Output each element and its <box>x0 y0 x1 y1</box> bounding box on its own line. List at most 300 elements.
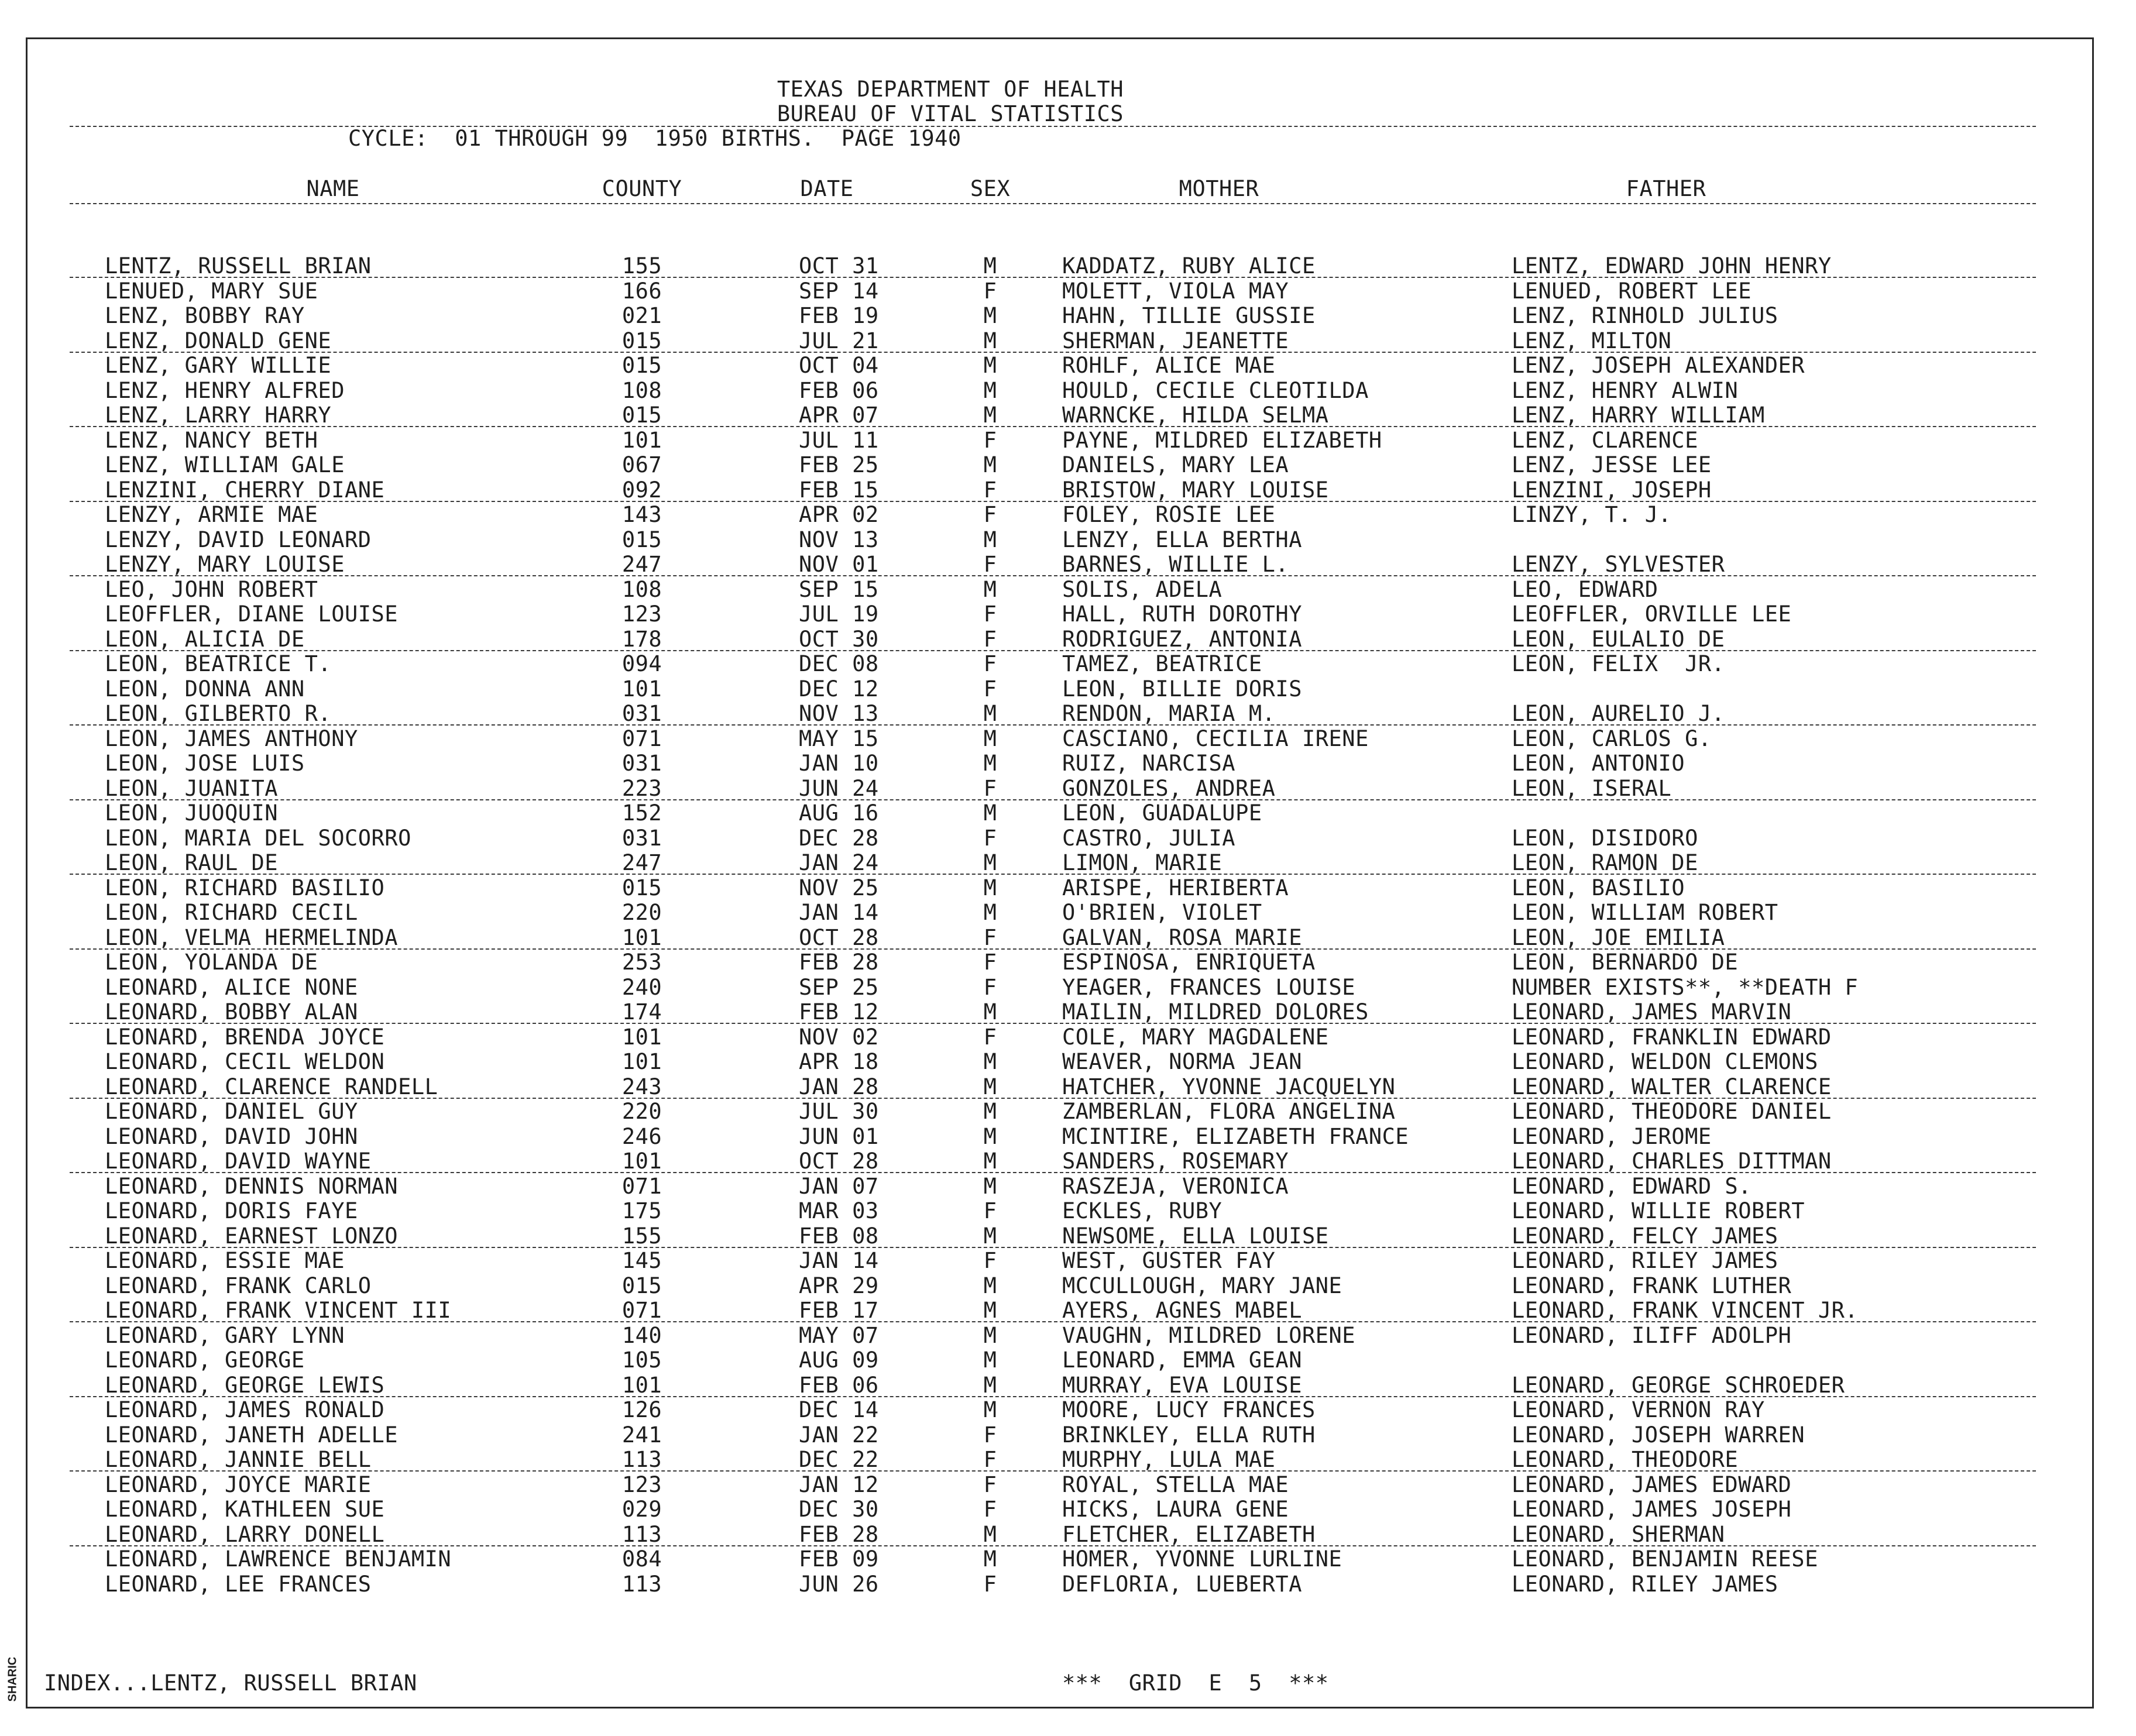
cell-sex: M <box>983 576 997 602</box>
cell-county: 247 <box>621 552 662 577</box>
cell-name: LEON, VELMA HERMELINDA <box>105 924 399 950</box>
cell-sex: M <box>983 1521 997 1547</box>
cell-name: LEONARD, GARY LYNN <box>105 1322 345 1348</box>
cell-sex: M <box>983 1049 997 1074</box>
cell-sex: F <box>983 1447 997 1472</box>
row-group-rule <box>70 1172 2036 1173</box>
cell-county: 123 <box>621 601 662 627</box>
column-header-date: DATE <box>800 176 854 201</box>
column-header-sex: SEX <box>970 176 1011 201</box>
cell-sex: M <box>983 875 997 900</box>
side-label: SHARIC <box>6 1656 19 1702</box>
cell-county: 113 <box>621 1447 662 1472</box>
cell-county: 126 <box>621 1397 662 1422</box>
cell-sex: M <box>983 850 997 875</box>
table-row <box>28 603 2096 627</box>
cell-county: 145 <box>621 1248 662 1273</box>
cell-mother: WARNCKE, HILDA SELMA <box>1062 403 1329 428</box>
cell-county: 015 <box>621 328 662 353</box>
cell-date: APR 07 <box>799 403 879 428</box>
cell-name: LEONARD, BRENDA JOYCE <box>105 1024 385 1050</box>
cell-mother: TAMEZ, BEATRICE <box>1062 651 1262 676</box>
cell-mother: LENZY, ELLA BERTHA <box>1062 527 1302 552</box>
table-row <box>28 1199 2096 1224</box>
cell-mother: YEAGER, FRANCES LOUISE <box>1062 974 1356 1000</box>
column-header-mother: MOTHER <box>1179 176 1259 201</box>
table-row <box>28 1274 2096 1299</box>
cell-sex: M <box>983 1099 997 1124</box>
cell-name: LEONARD, BOBBY ALAN <box>105 999 358 1025</box>
table-row <box>28 1424 2096 1448</box>
cell-sex: M <box>983 1173 997 1199</box>
cell-name: LEON, DONNA ANN <box>105 676 305 702</box>
cell-date: FEB 08 <box>799 1223 879 1249</box>
cell-father: LEON, AURELIO J. <box>1512 701 1725 726</box>
cell-county: 155 <box>621 253 662 279</box>
table-row <box>28 404 2096 428</box>
column-header-county: COUNTY <box>602 176 682 201</box>
cell-name: LEONARD, GEORGE LEWIS <box>105 1372 385 1398</box>
cell-name: LENTZ, RUSSELL BRIAN <box>105 253 372 279</box>
cell-mother: MOORE, LUCY FRANCES <box>1062 1397 1316 1422</box>
cell-mother: DEFLORIA, LUEBERTA <box>1062 1571 1302 1597</box>
cell-sex: M <box>983 1298 997 1323</box>
header-department: TEXAS DEPARTMENT OF HEALTH <box>777 77 1124 102</box>
cell-county: 174 <box>621 999 662 1025</box>
cell-date: DEC 30 <box>799 1497 879 1522</box>
cell-county: 240 <box>621 974 662 1000</box>
cell-father: LEONARD, WILLIE ROBERT <box>1512 1198 1805 1223</box>
cell-date: JAN 24 <box>799 850 879 875</box>
cell-sex: F <box>983 825 997 851</box>
table-row <box>28 1498 2096 1522</box>
table-row <box>28 429 2096 453</box>
cell-sex: F <box>983 1472 997 1497</box>
row-group-rule <box>70 426 2036 427</box>
cell-name: LENUED, MARY SUE <box>105 278 318 304</box>
cell-mother: NEWSOME, ELLA LOUISE <box>1062 1223 1329 1249</box>
cell-father: LEON, CARLOS G. <box>1512 726 1712 751</box>
cell-name: LENZ, HENRY ALFRED <box>105 377 345 403</box>
cell-date: JUL 11 <box>799 427 879 453</box>
cell-county: 220 <box>621 900 662 925</box>
cell-date: NOV 02 <box>799 1024 879 1050</box>
cell-county: 015 <box>621 403 662 428</box>
document-frame <box>26 37 2094 1709</box>
table-row <box>28 329 2096 354</box>
column-header-rule <box>70 203 2036 204</box>
cell-date: JAN 14 <box>799 1248 879 1273</box>
cell-county: 253 <box>621 950 662 975</box>
cell-mother: O'BRIEN, VIOLET <box>1062 900 1262 925</box>
cell-father: LENZ, CLARENCE <box>1512 427 1698 453</box>
cell-father: LEONARD, JAMES JOSEPH <box>1512 1497 1792 1522</box>
table-row <box>28 752 2096 776</box>
cell-county: 031 <box>621 825 662 851</box>
cell-date: MAR 03 <box>799 1198 879 1223</box>
cell-name: LENZY, MARY LOUISE <box>105 552 345 577</box>
cell-father: LEONARD, WELDON CLEMONS <box>1512 1049 1818 1074</box>
table-row <box>28 1448 2096 1473</box>
cell-mother: SANDERS, ROSEMARY <box>1062 1149 1289 1174</box>
cell-mother: BRISTOW, MARY LOUISE <box>1062 477 1329 503</box>
row-group-rule <box>70 1023 2036 1024</box>
cell-mother: ZAMBERLAN, FLORA ANGELINA <box>1062 1099 1396 1124</box>
cell-county: 247 <box>621 850 662 875</box>
cell-date: AUG 09 <box>799 1347 879 1373</box>
cell-name: LEONARD, DAVID WAYNE <box>105 1149 372 1174</box>
cell-county: 015 <box>621 527 662 552</box>
table-row <box>28 479 2096 503</box>
cell-county: 101 <box>621 427 662 453</box>
row-group-rule <box>70 650 2036 651</box>
cell-date: JUL 19 <box>799 601 879 627</box>
table-row <box>28 280 2096 304</box>
cell-name: LEONARD, LEE FRANCES <box>105 1571 372 1597</box>
cell-date: JUL 21 <box>799 328 879 353</box>
cell-date: JUN 26 <box>799 1571 879 1597</box>
cell-father: LENZINI, JOSEPH <box>1512 477 1712 503</box>
row-group-rule <box>70 277 2036 278</box>
cell-mother: SOLIS, ADELA <box>1062 576 1222 602</box>
cell-father: LEONARD, JOSEPH WARREN <box>1512 1422 1805 1448</box>
cell-mother: KADDATZ, RUBY ALICE <box>1062 253 1316 279</box>
cell-name: LENZ, GARY WILLIE <box>105 353 332 378</box>
cell-mother: MURRAY, EVA LOUISE <box>1062 1372 1302 1398</box>
cell-sex: M <box>983 726 997 751</box>
cell-mother: FOLEY, ROSIE LEE <box>1062 502 1276 527</box>
cell-sex: F <box>983 278 997 304</box>
cell-date: SEP 15 <box>799 576 879 602</box>
cell-date: JAN 12 <box>799 1472 879 1497</box>
cell-date: SEP 14 <box>799 278 879 304</box>
cell-father: LEONARD, EDWARD S. <box>1512 1173 1752 1199</box>
cell-father: LENUED, ROBERT LEE <box>1512 278 1752 304</box>
cell-mother: MURPHY, LULA MAE <box>1062 1447 1276 1472</box>
cell-date: NOV 13 <box>799 701 879 726</box>
row-group-rule <box>70 948 2036 950</box>
cell-name: LEON, YOLANDA DE <box>105 950 318 975</box>
cell-mother: COLE, MARY MAGDALENE <box>1062 1024 1329 1050</box>
cell-sex: F <box>983 552 997 577</box>
cell-date: JUN 24 <box>799 775 879 801</box>
cell-father: LEONARD, THEODORE <box>1512 1447 1739 1472</box>
cell-mother: ECKLES, RUBY <box>1062 1198 1222 1223</box>
table-row <box>28 926 2096 951</box>
cell-mother: RUIZ, NARCISA <box>1062 751 1236 776</box>
table-row <box>28 1548 2096 1572</box>
cell-date: FEB 17 <box>799 1298 879 1323</box>
cell-mother: ESPINOSA, ENRIQUETA <box>1062 950 1316 975</box>
table-row <box>28 1374 2096 1398</box>
cell-name: LEO, JOHN ROBERT <box>105 576 318 602</box>
cell-name: LENZ, WILLIAM GALE <box>105 452 345 477</box>
cell-name: LEONARD, ALICE NONE <box>105 974 358 1000</box>
cell-father: LEONARD, FRANK LUTHER <box>1512 1273 1792 1298</box>
cell-sex: F <box>983 1422 997 1448</box>
cell-county: 178 <box>621 626 662 652</box>
table-row <box>28 1125 2096 1150</box>
cell-date: DEC 08 <box>799 651 879 676</box>
cell-county: 101 <box>621 924 662 950</box>
cell-date: SEP 25 <box>799 974 879 1000</box>
cell-name: LEOFFLER, DIANE LOUISE <box>105 601 399 627</box>
cell-name: LENZ, NANCY BETH <box>105 427 318 453</box>
cell-date: NOV 25 <box>799 875 879 900</box>
table-row <box>28 553 2096 577</box>
cell-sex: F <box>983 974 997 1000</box>
column-header-father: FATHER <box>1626 176 1706 201</box>
cell-name: LEON, MARIA DEL SOCORRO <box>105 825 411 851</box>
cell-mother: VAUGHN, MILDRED LORENE <box>1062 1322 1356 1348</box>
cell-sex: M <box>983 1074 997 1099</box>
cell-mother: BRINKLEY, ELLA RUTH <box>1062 1422 1316 1448</box>
table-row <box>28 1473 2096 1498</box>
table-row <box>28 628 2096 652</box>
cell-date: FEB 15 <box>799 477 879 503</box>
cell-mother: ARISPE, HERIBERTA <box>1062 875 1289 900</box>
cell-mother: WEAVER, NORMA JEAN <box>1062 1049 1302 1074</box>
cell-date: NOV 13 <box>799 527 879 552</box>
cell-date: OCT 31 <box>799 253 879 279</box>
cell-mother: HAHN, TILLIE GUSSIE <box>1062 303 1316 328</box>
cell-father: LENZ, JOSEPH ALEXANDER <box>1512 353 1805 378</box>
cell-mother: CASCIANO, CECILIA IRENE <box>1062 726 1369 751</box>
table-row <box>28 876 2096 901</box>
cell-name: LEON, BEATRICE T. <box>105 651 332 676</box>
cell-date: JUL 30 <box>799 1099 879 1124</box>
cell-mother: FLETCHER, ELIZABETH <box>1062 1521 1316 1547</box>
cell-date: JUN 01 <box>799 1123 879 1149</box>
cell-mother: PAYNE, MILDRED ELIZABETH <box>1062 427 1382 453</box>
table-row <box>28 727 2096 752</box>
cell-sex: M <box>983 353 997 378</box>
cell-father: LEONARD, SHERMAN <box>1512 1521 1725 1547</box>
table-row <box>28 1398 2096 1423</box>
cell-father: LINZY, T. J. <box>1512 502 1672 527</box>
table-row <box>28 678 2096 702</box>
cell-name: LEONARD, CECIL WELDON <box>105 1049 385 1074</box>
cell-date: AUG 16 <box>799 800 879 826</box>
table-row <box>28 827 2096 851</box>
table-row <box>28 1026 2096 1050</box>
cell-father: LEONARD, WALTER CLARENCE <box>1512 1074 1832 1099</box>
cell-sex: F <box>983 601 997 627</box>
cell-county: 071 <box>621 726 662 751</box>
cell-name: LEONARD, FRANK VINCENT III <box>105 1298 452 1323</box>
cell-mother: GALVAN, ROSA MARIE <box>1062 924 1302 950</box>
cell-county: 015 <box>621 1273 662 1298</box>
cell-date: DEC 14 <box>799 1397 879 1422</box>
table-row <box>28 503 2096 528</box>
cell-sex: M <box>983 751 997 776</box>
cell-name: LEONARD, EARNEST LONZO <box>105 1223 399 1249</box>
cell-sex: F <box>983 1497 997 1522</box>
cell-name: LEONARD, DORIS FAYE <box>105 1198 358 1223</box>
cell-father: LEONARD, JEROME <box>1512 1123 1712 1149</box>
cell-sex: F <box>983 427 997 453</box>
cell-name: LEON, JUOQUIN <box>105 800 279 826</box>
table-row <box>28 1175 2096 1199</box>
cell-mother: DANIELS, MARY LEA <box>1062 452 1289 477</box>
cell-county: 140 <box>621 1322 662 1348</box>
cell-name: LEONARD, JANETH ADELLE <box>105 1422 399 1448</box>
cell-county: 021 <box>621 303 662 328</box>
cell-sex: M <box>983 999 997 1025</box>
cell-mother: LEONARD, EMMA GEAN <box>1062 1347 1302 1373</box>
cell-name: LEONARD, ESSIE MAE <box>105 1248 345 1273</box>
cell-father: LEON, BASILIO <box>1512 875 1685 900</box>
cell-father: LEON, RAMON DE <box>1512 850 1698 875</box>
cell-sex: F <box>983 1198 997 1223</box>
footer-grid: *** GRID E 5 *** <box>1062 1670 1329 1696</box>
cell-father: LEONARD, CHARLES DITTMAN <box>1512 1149 1832 1174</box>
cell-father: LEON, DISIDORO <box>1512 825 1698 851</box>
table-row <box>28 354 2096 379</box>
cell-county: 094 <box>621 651 662 676</box>
cell-father: LEONARD, RILEY JAMES <box>1512 1248 1778 1273</box>
cell-father: LEOFFLER, ORVILLE LEE <box>1512 601 1792 627</box>
table-row <box>28 652 2096 677</box>
table-row <box>28 1075 2096 1100</box>
cell-date: FEB 28 <box>799 1521 879 1547</box>
cell-date: NOV 01 <box>799 552 879 577</box>
column-header-name: NAME <box>306 176 360 201</box>
cell-sex: F <box>983 651 997 676</box>
cell-date: DEC 12 <box>799 676 879 702</box>
row-group-rule <box>70 799 2036 800</box>
table-row <box>28 453 2096 478</box>
cell-father: LEON, FELIX JR. <box>1512 651 1725 676</box>
cell-name: LEONARD, FRANK CARLO <box>105 1273 372 1298</box>
cell-sex: M <box>983 1372 997 1398</box>
table-row <box>28 1299 2096 1324</box>
cell-name: LEON, JAMES ANTHONY <box>105 726 358 751</box>
cell-sex: M <box>983 900 997 925</box>
cell-date: APR 02 <box>799 502 879 527</box>
table-row <box>28 255 2096 279</box>
footer-index: INDEX...LENTZ, RUSSELL BRIAN <box>44 1670 417 1696</box>
cell-sex: F <box>983 924 997 950</box>
table-row <box>28 379 2096 404</box>
cell-county: 101 <box>621 1149 662 1174</box>
cell-sex: M <box>983 701 997 726</box>
cell-name: LEONARD, DENNIS NORMAN <box>105 1173 399 1199</box>
table-row <box>28 578 2096 603</box>
cell-county: 108 <box>621 576 662 602</box>
cell-father: LEONARD, JAMES MARVIN <box>1512 999 1792 1025</box>
cell-mother: ROYAL, STELLA MAE <box>1062 1472 1289 1497</box>
row-group-rule <box>70 501 2036 502</box>
cell-father: LEONARD, THEODORE DANIEL <box>1512 1099 1832 1124</box>
cell-county: 175 <box>621 1198 662 1223</box>
cell-sex: M <box>983 800 997 826</box>
table-row <box>28 802 2096 826</box>
cell-county: 101 <box>621 1372 662 1398</box>
cell-county: 031 <box>621 751 662 776</box>
table-row <box>28 1100 2096 1125</box>
cell-date: MAY 15 <box>799 726 879 751</box>
table-row <box>28 1523 2096 1548</box>
cell-county: 152 <box>621 800 662 826</box>
cell-name: LEONARD, CLARENCE RANDELL <box>105 1074 438 1099</box>
cell-name: LENZ, DONALD GENE <box>105 328 332 353</box>
row-group-rule <box>70 1470 2036 1472</box>
cell-sex: M <box>983 1223 997 1249</box>
cell-mother: MCINTIRE, ELIZABETH FRANCE <box>1062 1123 1409 1149</box>
cell-sex: M <box>983 377 997 403</box>
cell-county: 071 <box>621 1173 662 1199</box>
cell-date: APR 18 <box>799 1049 879 1074</box>
cell-county: 246 <box>621 1123 662 1149</box>
cell-date: FEB 28 <box>799 950 879 975</box>
cell-father: LEON, EULALIO DE <box>1512 626 1725 652</box>
cell-mother: HALL, RUTH DOROTHY <box>1062 601 1302 627</box>
cell-date: JAN 28 <box>799 1074 879 1099</box>
cell-father: NUMBER EXISTS**, **DEATH F <box>1512 974 1859 1000</box>
cell-name: LEON, RAUL DE <box>105 850 279 875</box>
row-group-rule <box>70 724 2036 726</box>
cell-father: LEON, JOE EMILIA <box>1512 924 1725 950</box>
cell-father: LENZY, SYLVESTER <box>1512 552 1725 577</box>
cell-county: 071 <box>621 1298 662 1323</box>
cell-mother: GONZOLES, ANDREA <box>1062 775 1276 801</box>
cell-father: LENZ, HENRY ALWIN <box>1512 377 1739 403</box>
row-group-rule <box>70 1321 2036 1322</box>
table-row <box>28 851 2096 876</box>
cell-county: 105 <box>621 1347 662 1373</box>
table-row <box>28 1573 2096 1597</box>
table-row <box>28 528 2096 553</box>
table-row <box>28 976 2096 1001</box>
cell-county: 123 <box>621 1472 662 1497</box>
cell-date: JAN 07 <box>799 1173 879 1199</box>
cell-date: FEB 19 <box>799 303 879 328</box>
cell-mother: CASTRO, JULIA <box>1062 825 1236 851</box>
cell-mother: RENDON, MARIA M. <box>1062 701 1276 726</box>
cell-name: LEONARD, JANNIE BELL <box>105 1447 372 1472</box>
cell-date: APR 29 <box>799 1273 879 1298</box>
cell-father: LEONARD, BENJAMIN REESE <box>1512 1546 1818 1572</box>
cell-county: 243 <box>621 1074 662 1099</box>
table-row <box>28 304 2096 329</box>
cell-sex: M <box>983 1397 997 1422</box>
cell-county: 029 <box>621 1497 662 1522</box>
cell-name: LEONARD, LARRY DONELL <box>105 1521 385 1547</box>
cell-mother: HOULD, CECILE CLEOTILDA <box>1062 377 1369 403</box>
cell-date: OCT 30 <box>799 626 879 652</box>
cell-date: DEC 28 <box>799 825 879 851</box>
cell-date: FEB 12 <box>799 999 879 1025</box>
table-row <box>28 951 2096 975</box>
cell-father: LEO, EDWARD <box>1512 576 1658 602</box>
cell-father: LENZ, MILTON <box>1512 328 1672 353</box>
cell-name: LENZY, ARMIE MAE <box>105 502 318 527</box>
cell-sex: M <box>983 1322 997 1348</box>
cell-name: LENZ, BOBBY RAY <box>105 303 305 328</box>
table-row <box>28 901 2096 926</box>
cell-mother: MOLETT, VIOLA MAY <box>1062 278 1289 304</box>
cell-name: LEONARD, JAMES RONALD <box>105 1397 385 1422</box>
cell-mother: AYERS, AGNES MABEL <box>1062 1298 1302 1323</box>
cell-county: 015 <box>621 875 662 900</box>
cell-date: FEB 25 <box>799 452 879 477</box>
cell-county: 241 <box>621 1422 662 1448</box>
table-row <box>28 1249 2096 1274</box>
cell-father: LEONARD, FELCY JAMES <box>1512 1223 1778 1249</box>
cell-mother: MCCULLOUGH, MARY JANE <box>1062 1273 1342 1298</box>
cell-sex: M <box>983 452 997 477</box>
